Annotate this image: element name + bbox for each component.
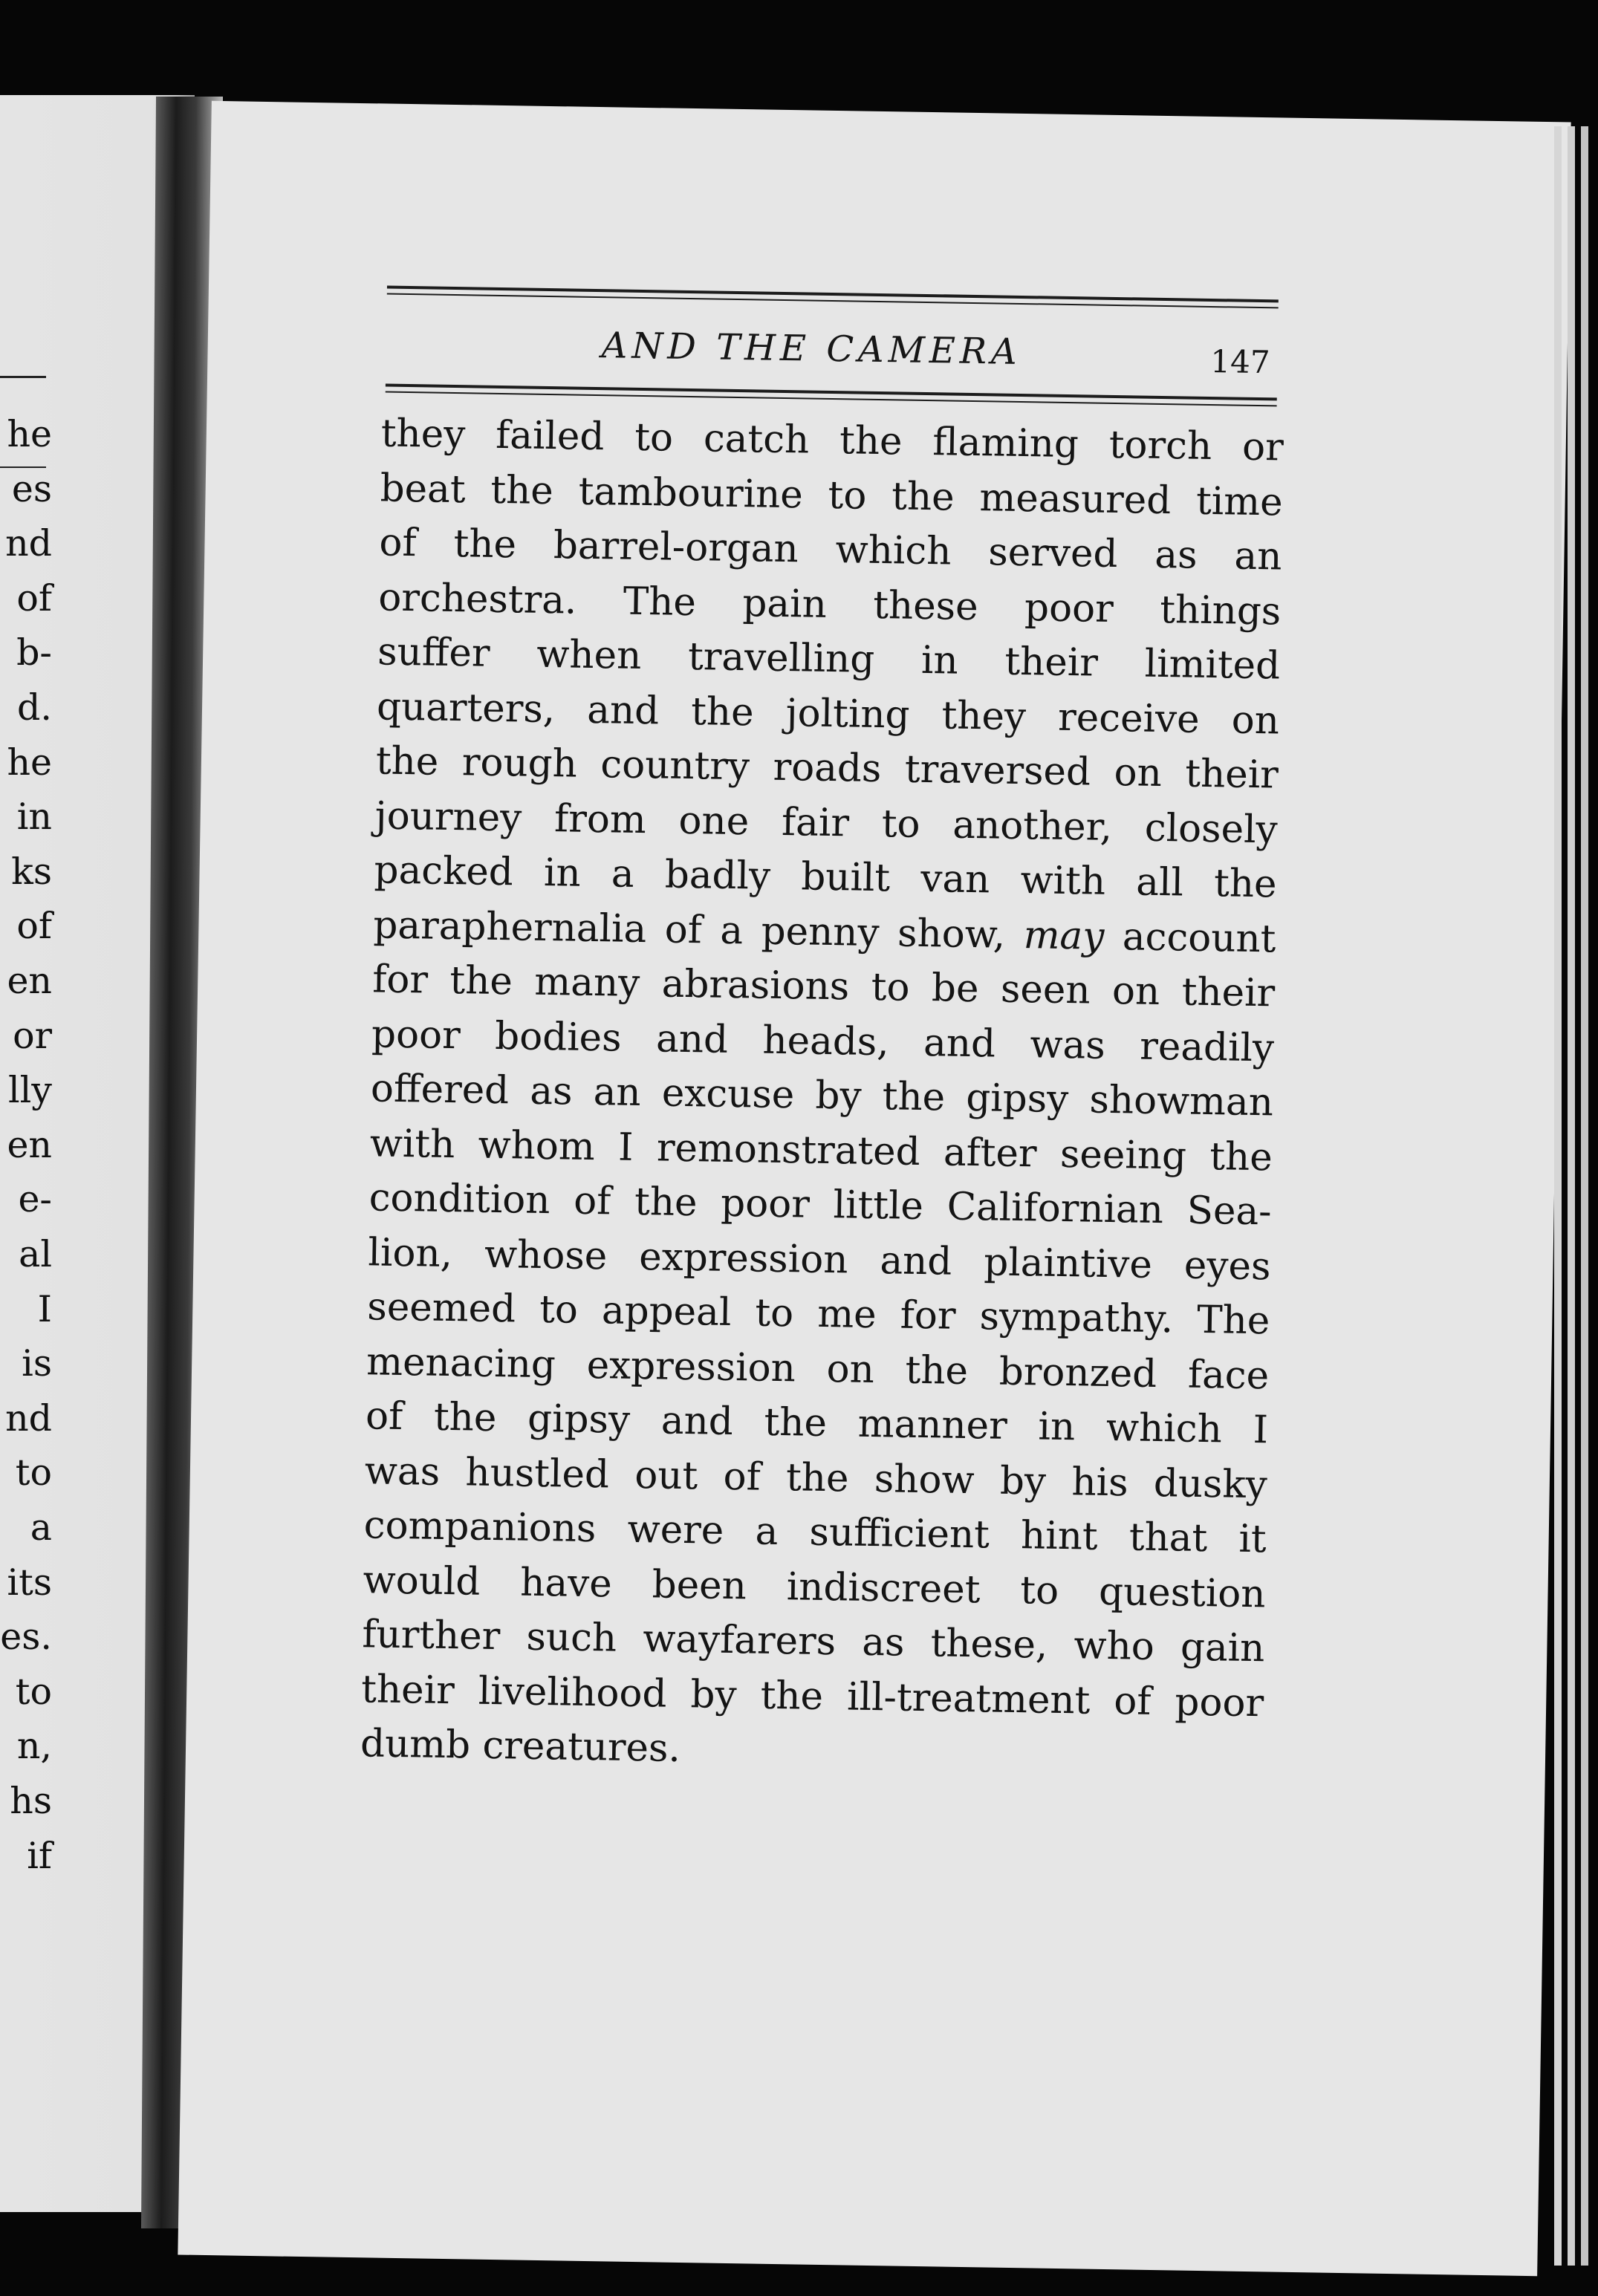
text-line: companions were a sufficient hint that it [363,1503,1267,1562]
text-line-start: paraphernalia of a penny show, [373,902,1006,957]
previous-page-fragment: es. [0,1616,52,1659]
previous-page-fragment: es [11,467,52,510]
text-line: was hustled out of the show by his dusky [364,1448,1268,1507]
text-line-end: account [1122,914,1276,961]
text-line: quarters, and the jolting they receive on [376,683,1280,743]
text-line: with whom I remonstrated after seeing the [369,1120,1273,1180]
text-line: they failed to catch the flaming torch or [380,411,1284,470]
text-line: further such wayfarers as these, who gain [362,1612,1265,1671]
previous-page-fragment: n, [16,1725,52,1768]
text-line: poor bodies and heads, and was readily [371,1011,1275,1070]
previous-page-fragment: hs [10,1780,52,1822]
page-number: 147 [1209,342,1270,381]
previous-page-fragment: or [13,1014,52,1057]
previous-page-fragment: lly [7,1069,52,1112]
text-line: suffer when travelling in their limited [377,629,1281,689]
text-line: offered as an excuse by the gipsy showman [370,1066,1274,1125]
previous-page-fragment: to [15,1670,52,1713]
emphasized-word: may [1023,912,1105,959]
page-edge-strip [1581,126,1588,2266]
previous-page-fragment: I [37,1287,52,1330]
text-line: lion, whose expression and plaintive eyes [368,1229,1271,1289]
previous-page-fragment: nd [5,522,52,565]
text-line: menacing expression on the bronzed face [366,1339,1270,1398]
previous-page-fragment: e- [18,1178,52,1221]
previous-page-fragment: ks [11,850,52,893]
book-page [178,101,1571,2276]
text-line: orchestra. The pain these poor things [377,574,1282,634]
text-line: journey from one fair to another, closely [374,793,1279,852]
previous-page-fragment: nd [5,1396,52,1440]
previous-page-fragment: he [7,741,52,784]
previous-page-fragment: b- [16,631,52,674]
text-line: packed in a badly built van with all the [374,848,1277,907]
text-line: for the many abrasions to be seen on their [371,957,1276,1016]
text-line: their livelihood by the ill-treatment of poor [360,1666,1264,1726]
previous-page-fragment: he [7,413,52,455]
text-line: of the gipsy and the manner in which I [365,1393,1269,1453]
previous-page-fragment: to [15,1451,52,1495]
text-line: condition of the poor little Californian Sea- [368,1175,1273,1235]
text-line: the rough country roads traversed on their [375,738,1279,798]
previous-page-fragment: al [19,1233,52,1275]
previous-page-fragment: d. [17,686,52,729]
text-line-last: dumb creatures. [360,1721,681,1771]
previous-page-fragment: a [30,1506,52,1549]
text-line: beat the tambourine to the measured time [380,465,1284,525]
previous-page-fragment: of [16,576,52,619]
previous-page-fragment: if [27,1834,52,1877]
previous-page-rule [0,376,46,378]
previous-page-fragment: en [7,1123,52,1166]
text-line: seemed to appeal to me for sympathy. The [366,1284,1270,1344]
running-head-title: AND THE CAMERA [601,325,1022,373]
previous-page-fragment: is [22,1342,52,1385]
page-edge-strip [1568,126,1575,2266]
page-edge-strip [1554,126,1562,2266]
previous-page-fragment: its [7,1561,52,1604]
previous-page-fragment: en [7,960,52,1002]
previous-page-fragment: in [16,796,52,839]
text-line: would have been indiscreet to question [363,1557,1266,1616]
body-text [360,406,1284,1785]
previous-page-fragment: of [16,905,52,948]
text-line: of the barrel-organ which served as an [379,520,1282,579]
